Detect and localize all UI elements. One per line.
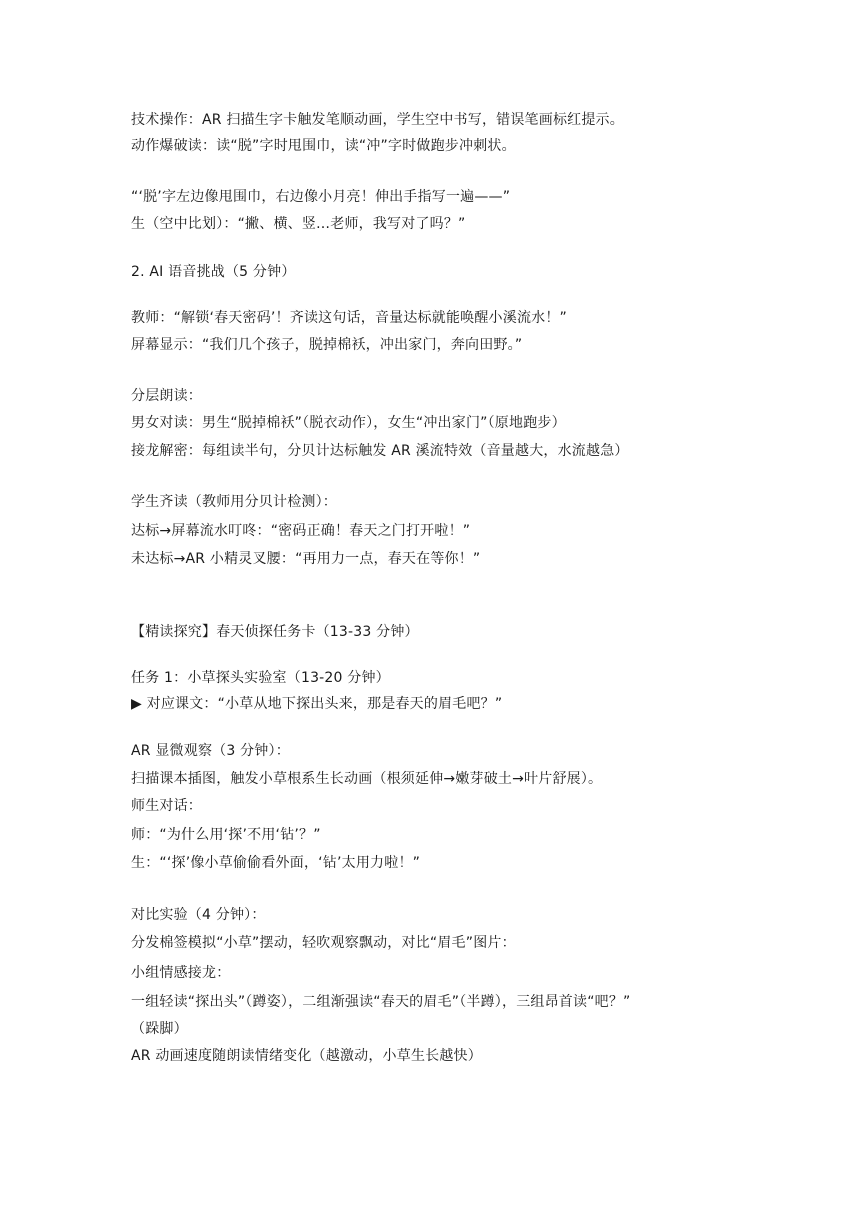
text-line: 对比实验（4 分钟）： xyxy=(131,907,266,923)
text-line: ▶ 对应课文：“小草从地下探出头来，那是春天的眉毛吧？” xyxy=(131,696,503,712)
text-line: 技术操作：AR 扫描生字卡触发笔顺动画，学生空中书写，错误笔画标红提示。 xyxy=(131,112,624,128)
text-line: 生：“‘探’像小草偷偷看外面，‘钻’太用力啦！” xyxy=(131,855,421,871)
text-line: AR 动画速度随朗读情绪变化（越激动，小草生长越快） xyxy=(131,1048,482,1064)
task-heading: 任务 1：小草探头实验室（13-20 分钟） xyxy=(131,670,390,686)
text-line: 扫描课本插图，触发小草根系生长动画（根须延伸→嫩芽破土→叶片舒展）。 xyxy=(131,771,603,787)
text-line: 一组轻读“探出头”（蹲姿），二组渐强读“春天的眉毛”（半蹲），三组昂首读“吧？” xyxy=(131,994,631,1010)
section-heading: 2. AI 语音挑战（5 分钟） xyxy=(131,264,296,280)
text-line: 教师：“解锁‘春天密码’！齐读这句话，音量达标就能唤醒小溪流水！” xyxy=(131,310,568,326)
text-line: 学生齐读（教师用分贝计检测）： xyxy=(131,494,337,510)
text-line: 师：“为什么用‘探’不用‘钻’？” xyxy=(131,827,321,843)
text-line: 小组情感接龙： xyxy=(131,965,231,981)
text-line: 屏幕显示：“我们几个孩子，脱掉棉袄，冲出家门，奔向田野。” xyxy=(131,337,523,353)
text-line: 生（空中比划）：“撇、横、竖…老师，我写对了吗？” xyxy=(131,216,466,232)
text-line: 未达标→AR 小精灵叉腰：“再用力一点，春天在等你！” xyxy=(131,551,481,567)
text-line: 男女对读：男生“脱掉棉袄”（脱衣动作），女生“冲出家门”（原地跑步） xyxy=(131,415,566,431)
text-line: 师生对话： xyxy=(131,798,202,814)
section-heading: 【精读探究】春天侦探任务卡（13-33 分钟） xyxy=(131,624,419,640)
text-line: 接龙解密：每组读半句，分贝计达标触发 AR 溪流特效（音量越大，水流越急） xyxy=(131,443,629,459)
text-line: 达标→屏幕流水叮咚：“密码正确！春天之门打开啦！” xyxy=(131,523,471,539)
text-line: 分发棉签模拟“小草”摆动，轻吹观察飘动，对比“眉毛”图片： xyxy=(131,935,516,951)
text-line: AR 显微观察（3 分钟）： xyxy=(131,743,290,759)
text-line: （跺脚） xyxy=(131,1021,188,1037)
text-line: 动作爆破读：读“脱”字时甩围巾，读“冲”字时做跑步冲刺状。 xyxy=(131,138,516,154)
text-line: 分层朗读： xyxy=(131,388,202,404)
text-line: “‘脱’字左边像甩围巾，右边像小月亮！伸出手指写一遍——” xyxy=(131,189,511,205)
